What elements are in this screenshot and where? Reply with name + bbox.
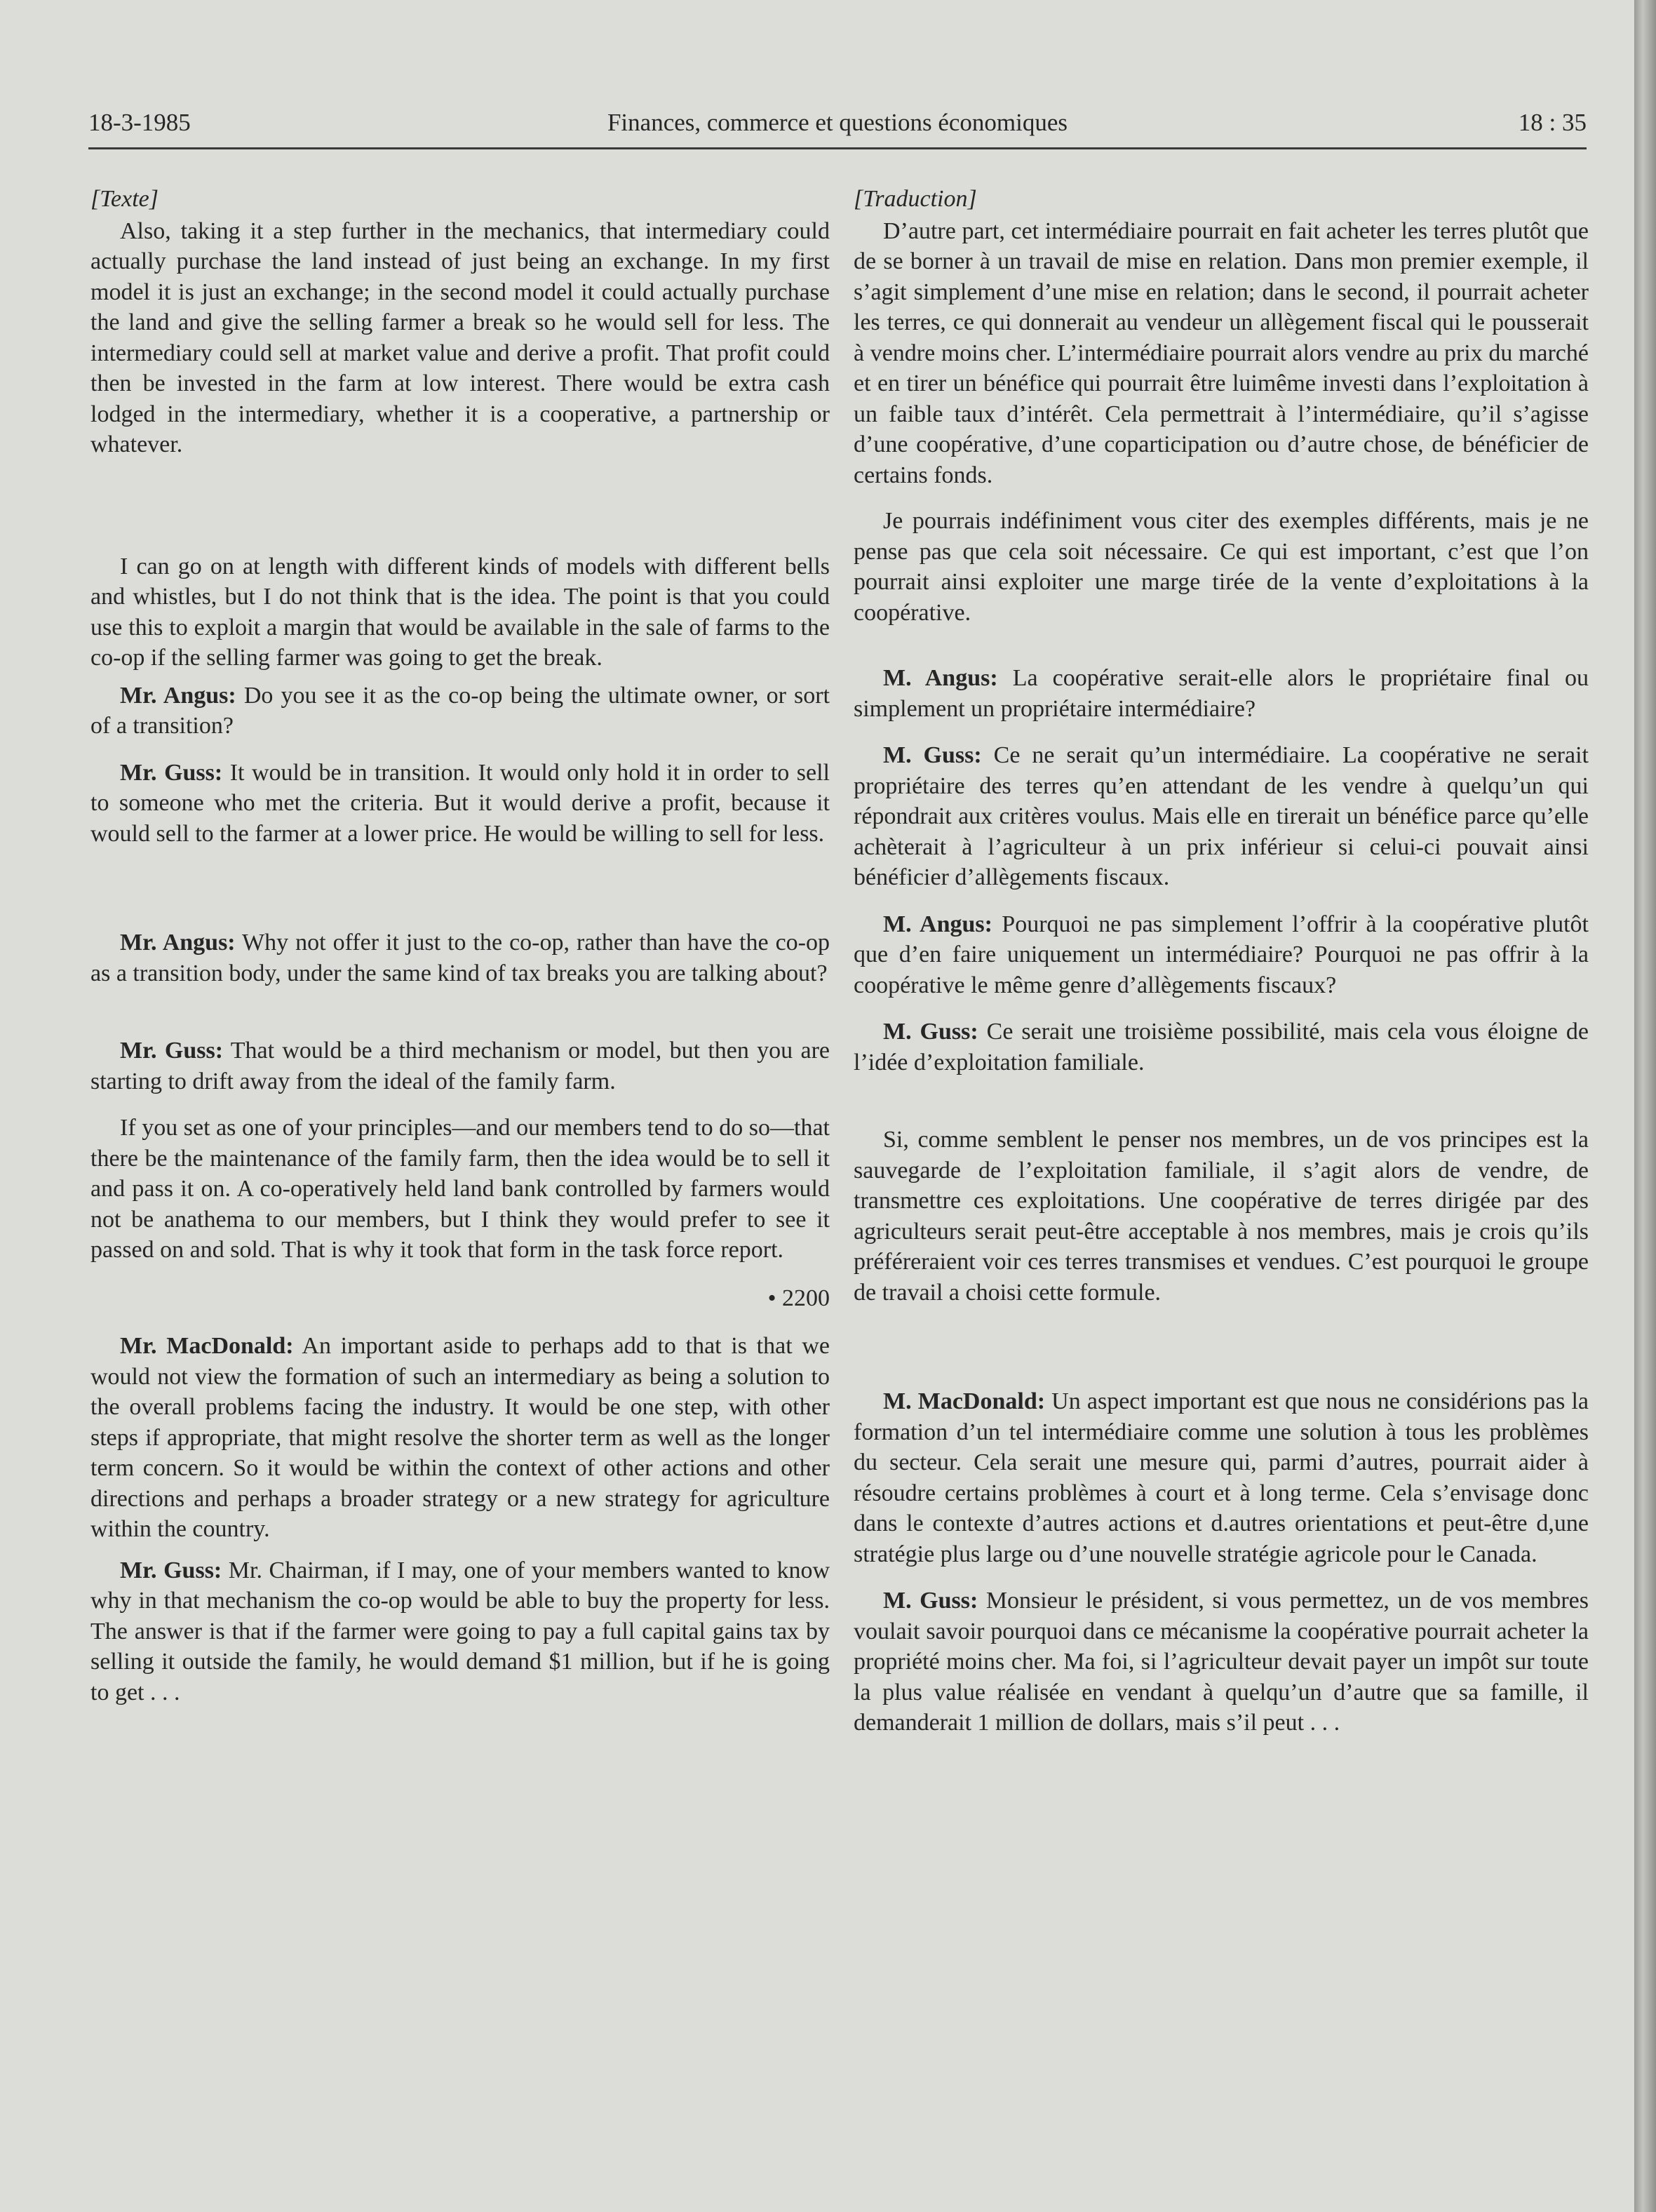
speaker-name: Mr. Guss:: [120, 1038, 224, 1064]
speaker-name: M. MacDonald:: [883, 1388, 1046, 1414]
speech-paragraph: [90, 681, 830, 742]
speaker-name: Mr. Angus:: [120, 682, 236, 709]
speech-text: Ce ne serait qu’un intermédiaire. La coopérative ne serait propriétaire des terres qu’en attendant de les vendre à quelqu’un qui répondrait aux critères voulus. Mais elle en tirerait un bénéfice parce qu’elle achèterait à l’agriculteur à un prix inférieur si celui-ci pouvait ainsi bénéficier d’allègements fiscaux.: [854, 742, 1589, 890]
speech-text: An important aside to perhaps add to that is that we would not view the formation of such an intermediary as being a solution to the overall problems facing the industry. It would be one step, with other steps if appropriate, that might resolve the shorter term as well as the longer term concern. So it would be within the context of other actions and other directions and perhaps a broader strategy or a new strategy for agriculture within the country.: [90, 1333, 830, 1542]
speech-text: Pourquoi ne pas simplement l’offrir à la coopérative plutôt que d’en faire uniquement un intermédiaire? Pourquoi ne pas offrir à la coopérative le même genre d’allègements fiscaux?: [854, 911, 1589, 998]
english-column: [90, 184, 830, 1708]
speech-paragraph: [854, 740, 1589, 893]
speech-paragraph: [854, 1017, 1589, 1078]
paragraph: I can go on at length with different kinds of models with different bells and whistles, but I do not think that is the idea. The point is that you could use this to exploit a margin that would be available in the sale of farms to the co-op if the selling farmer was going to get the break.: [90, 553, 830, 671]
speech-paragraph: [854, 1386, 1589, 1569]
speaker-name: M. Guss:: [883, 1588, 978, 1614]
running-header: [88, 109, 1587, 149]
speech-paragraph: [854, 1586, 1589, 1738]
speaker-name: M. Angus:: [883, 665, 998, 691]
speaker-name: M. Guss:: [883, 1019, 978, 1045]
speech-text: Ce serait une troisième possibilité, mais cela vous éloigne de l’idée d’exploitation familiale.: [854, 1019, 1589, 1075]
paragraph: Je pourrais indéfiniment vous citer des exemples différents, mais je ne pense pas que cela soit nécessaire. Ce qui est important, c’est que l’on pourrait ainsi exploiter une marge tirée de la vente d’exploitations à la coopérative.: [854, 508, 1589, 626]
speaker-name: Mr. MacDonald:: [120, 1333, 294, 1359]
header-page-number: 18 : 35: [1518, 109, 1587, 136]
speech-text: Un aspect important est que nous ne considérions pas la formation d’un tel intermédiaire comme une solution à tous les problèmes du secteur. Cela serait une mesure qui, parmi d’autres, pourrait aider à résoudre certains problèmes à court et à long terme. Cela s’envisage donc dans le contexte d’autres actions et d.autres orientations et peut-être d,une stratégie plus large ou d’une nouvelle stratégie agricole pour le Canada.: [854, 1388, 1589, 1567]
column-label: [Texte]: [90, 186, 159, 212]
speaker-name: Mr. Guss:: [120, 759, 223, 786]
paragraph: D’autre part, cet intermédiaire pourrait en fait acheter les terres plutôt que de se borner à un travail de mise en relation. Dans mon premier exemple, il s’agit simplement d’une mise en relation; dans le second, il pourrait acheter les terres, ce qui donnerait au vendeur un allègement fiscal qui le pousserait à vendre moins cher. L’intermédiaire pourrait alors vendre au prix du marché et en tirer un bénéfice qui pourrait être luimême investi dans l’exploitation à un faible taux d’intérêt. Cela permettrait à l’intermédiaire, qu’il s’agisse d’une coopérative, d’une coparticipation ou d’autre chose, de bénéficier de certains fonds.: [854, 217, 1589, 488]
time-marker: • 2200: [767, 1285, 830, 1311]
speech-text: That would be a third mechanism or model, but then you are starting to drift away from the ideal of the family farm.: [90, 1038, 830, 1094]
speech-paragraph: [90, 758, 830, 850]
header-title: Finances, commerce et questions économiques: [607, 109, 1068, 136]
paragraph: If you set as one of your principles—and our members tend to do so—that there be the maintenance of the family farm, then the idea would be to sell it and pass it on. A co-operatively held land bank controlled by farmers would not be anathema to our members, but I think they would prefer to see it passed on and sold. That is why it took that form in the task force report.: [90, 1115, 830, 1263]
speech-text: Monsieur le président, si vous permettez, un de vos membres voulait savoir pourquoi dans ce mécanisme la coopérative pourrait acheter la propriété moins cher. Ma foi, si l’agriculteur devait payer un impôt sur toute la plus value réalisée en vendant à quelqu’un d’autre que sa famille, il demanderait 1 million de dollars, mais s’il peut . . .: [854, 1588, 1589, 1736]
header-rule: [88, 147, 1587, 149]
speech-paragraph: [854, 663, 1589, 724]
french-column: [854, 184, 1589, 1738]
speech-paragraph: [90, 1555, 830, 1708]
speaker-name: Mr. Guss:: [120, 1557, 222, 1583]
speech-paragraph: [90, 1331, 830, 1545]
column-label: [Traduction]: [854, 186, 977, 212]
paragraph: Also, taking it a step further in the mechanics, that intermediary could actually purchase the land instead of just being an exchange. In my first model it is just an exchange; in the second model it could actually purchase the land and give the selling farmer a break so he would sell for less. The intermediary could sell at market value and derive a profit. That profit could then be invested in the farm at low interest. There would be extra cash lodged in the intermediary, whether it is a cooperative, a partnership or whatever.: [90, 217, 830, 457]
speech-text: It would be in transition. It would only hold it in order to sell to someone who met the criteria. But it would derive a profit, because it would sell to the farmer at a lower price. He would be willing to sell for less.: [90, 759, 830, 847]
speech-text: Why not offer it just to the co-op, rather than have the co-op as a transition body, under the same kind of tax breaks you are talking about?: [90, 930, 830, 986]
speech-text: Mr. Chairman, if I may, one of your members wanted to know why in that mechanism the co-op would be able to buy the property for less. The answer is that if the farmer were going to pay a full capital gains tax by selling it outside the family, he would demand $1 million, but if he is going to get . . .: [90, 1557, 830, 1705]
speech-text: La coopérative serait-elle alors le propriétaire final ou simplement un propriétaire intermédiaire?: [854, 665, 1589, 722]
speaker-name: M. Angus:: [883, 911, 992, 937]
speech-paragraph: [90, 927, 830, 988]
speech-paragraph: [854, 909, 1589, 1001]
header-date: 18-3-1985: [88, 109, 191, 136]
speech-paragraph: [90, 1035, 830, 1097]
page-edge: [1634, 0, 1656, 2212]
speech-text: Do you see it as the co-op being the ultimate owner, or sort of a transition?: [90, 682, 830, 739]
speaker-name: Mr. Angus:: [120, 930, 236, 956]
speaker-name: M. Guss:: [883, 742, 982, 768]
paragraph: Si, comme semblent le penser nos membres, un de vos principes est la sauvegarde de l’exploitation familiale, il s’agit alors de vendre, de transmettre ces exploitations. Une coopérative de terres dirigée par des agriculteurs serait peut-être acceptable à nos membres, mais je crois qu’ils préféreraient voir ces terres transmises et vendues. C’est pourquoi le groupe de travail a choisi cette formule.: [854, 1127, 1589, 1306]
